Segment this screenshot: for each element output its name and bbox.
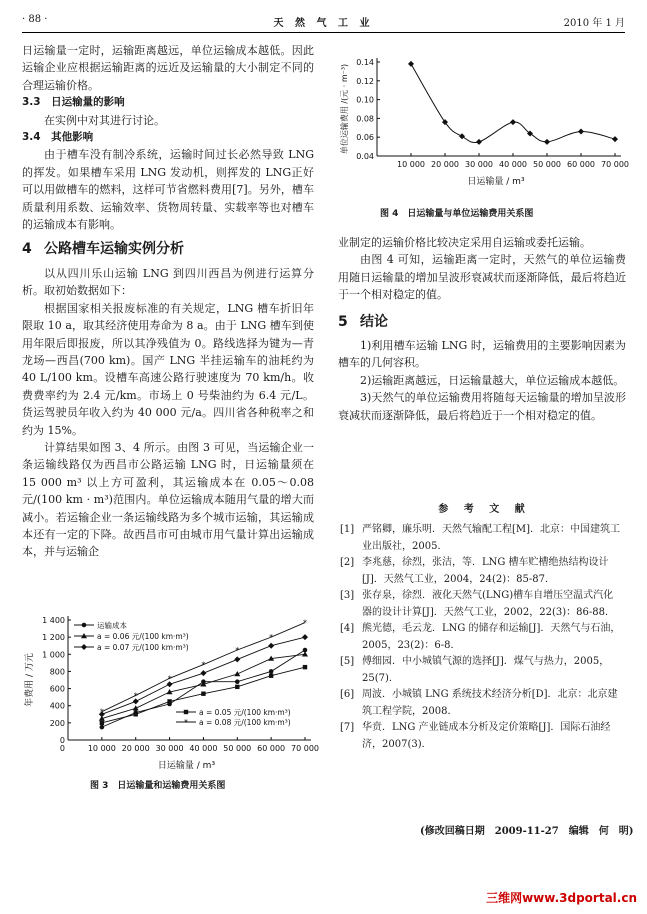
reference-text: 张存泉，徐烈．液化天然气(LNG)槽车自增压空温式汽化器的设计计算[J]．天然气工业，2002，22(3)：86-88． — [362, 590, 615, 618]
journal-name: 天 然 气 工 业 — [273, 18, 374, 29]
x-tick-label: 50 000 — [533, 160, 561, 169]
series-line — [411, 64, 615, 143]
x-tick-label: 70 000 — [291, 744, 319, 753]
reference-number: [1] — [340, 524, 355, 535]
references-list — [340, 522, 623, 753]
page-header — [22, 14, 625, 32]
data-point — [459, 133, 465, 139]
paragraph: 根据国家相关报废标准的有关规定，LNG 槽车折旧年限取 10 a，取其经济使用寿命为 8 a。由于 LNG 槽车到使用年限后即报废，所以其净残值为 0。路线选择为键为—青龙场—西昌(700 km)。国产 LNG 半挂运输车的油耗约为 40 L/100 km。设槽车高速公路行驶速度为 70 km/h。收费费率约为 2.4 元/km。市场上 0 号柴油约为 6.4 元/L。货运驾驶员年收入约为 40 000 元/a。四川省各种税率之和约为 15%。 — [22, 301, 314, 437]
y-tick-label: 0 — [59, 736, 65, 745]
data-point — [544, 139, 550, 145]
data-point — [235, 685, 239, 689]
x-tick-label: 30 000 — [155, 744, 184, 753]
data-point — [510, 119, 516, 125]
x-tick-label: 60 000 — [567, 160, 595, 169]
x-origin-label: 0 — [59, 744, 65, 753]
reference-item — [340, 522, 623, 555]
y-tick-label: 1 200 — [42, 633, 65, 643]
y-tick-label: 1 400 — [42, 616, 65, 625]
paragraph: 业制定的运输价格比较决定采用自运输或委托运输。 — [338, 236, 591, 249]
y-axis-label: 单位运输费用 /(元 · m⁻³) — [340, 63, 349, 155]
legend-label: a = 0.06 元/(100 km·m³) — [97, 632, 189, 641]
data-point — [578, 129, 584, 135]
x-tick-label: 10 000 — [87, 744, 116, 753]
legend-marker: * — [184, 718, 188, 727]
reference-text: 华贲．LNG 产业链成本分析及定价策略[J]．国际石油经济，2007(3)． — [362, 722, 611, 750]
figure-3-caption: 图 3 日运输量和运输费用关系图 — [90, 781, 226, 791]
data-point — [612, 136, 618, 142]
x-tick-label: 40 000 — [499, 160, 527, 169]
reference-item — [340, 621, 623, 654]
data-point — [408, 61, 414, 67]
header-rule — [22, 32, 625, 33]
y-tick-label: 0.04 — [356, 152, 374, 161]
reference-number: [7] — [340, 722, 355, 733]
reference-item — [340, 654, 623, 687]
paragraph: 由于槽车没有制冷系统，运输时间过长必然导致 LNG 的挥发。如果槽车采用 LNG 发动机，则挥发的 LNG正好可以用做槽车的燃料，这样可节省燃料费用[7]。另外，槽车质量利用系数、运输效率、货物周转量、实载率等也对槽车的运输成本有影响。 — [22, 148, 314, 232]
reference-text: 傅细园．中小城镇气源的选择[J]．煤气与热力，2005，25(7)． — [362, 656, 610, 684]
x-tick-label: 40 000 — [189, 744, 218, 753]
y-tick-label: 600 — [49, 684, 65, 694]
x-axis-label: 日运输量 / m³ — [467, 177, 525, 187]
right-column — [338, 234, 626, 424]
legend-marker — [82, 623, 87, 628]
data-point: * — [235, 646, 240, 655]
y-tick-label: 400 — [49, 701, 65, 711]
subsection-heading: 3.3 日运输量的影响 — [22, 96, 125, 109]
x-tick-label: 50 000 — [223, 744, 252, 753]
reference-text: 李兆慈，徐烈，张洁，等．LNG 槽车贮槽绝热结构设计[J]．天然气工业，2004，24(2)：85-87． — [362, 557, 609, 585]
data-point: * — [167, 674, 172, 684]
data-point — [134, 712, 138, 716]
figure-3-chart — [20, 612, 320, 772]
reference-item — [340, 588, 623, 621]
x-tick-label: 60 000 — [257, 744, 286, 753]
data-point — [269, 674, 273, 678]
y-tick-label: 0.06 — [356, 133, 374, 143]
section-number: 4 — [22, 241, 32, 258]
paragraph: 1)利用槽车运输 LNG 时，运输费用的主要影响因素为槽车的几何容积。 — [338, 339, 626, 370]
issue-date: 2010 年 1 月 — [563, 18, 625, 29]
data-point — [302, 651, 308, 656]
data-point — [167, 699, 171, 703]
data-point: * — [99, 707, 104, 717]
reference-item — [340, 687, 623, 720]
reference-number: [6] — [340, 689, 355, 700]
legend-label: 运输成本 — [97, 621, 127, 630]
y-tick-label: 0.10 — [356, 95, 374, 105]
reference-number: [2] — [340, 557, 355, 568]
left-column — [22, 42, 314, 561]
references-title: 参 考 文 献 — [438, 504, 531, 515]
section-title: 公路槽车运输实例分析 — [44, 241, 184, 258]
legend-label: a = 0.05 元/(100 km·m³) — [199, 708, 291, 717]
data-point — [268, 643, 274, 649]
section-number: 5 — [338, 313, 348, 330]
figure-4-chart — [335, 52, 629, 202]
y-tick-label: 0.12 — [356, 76, 374, 86]
data-point: * — [201, 660, 206, 670]
data-point — [200, 670, 206, 676]
legend-marker — [81, 644, 87, 650]
data-point: * — [303, 618, 307, 628]
y-axis-label: 年费用 / 万元 — [25, 653, 35, 707]
editor-note: (修改回稿日期 2009-11-27 编辑 何 明) — [420, 826, 634, 837]
x-tick-label: 70 000 — [601, 160, 629, 169]
legend-marker — [184, 710, 188, 714]
page-number: · 88 · — [22, 14, 48, 25]
y-tick-label: 1 000 — [42, 650, 65, 660]
x-tick-label: 20 000 — [431, 160, 459, 169]
reference-text: 严铭卿，廉乐明．天然气输配工程[M]．北京：中国建筑工业出版社，2005． — [362, 524, 621, 552]
y-tick-label: 800 — [49, 667, 65, 677]
data-point — [201, 692, 205, 696]
data-point: * — [133, 691, 138, 701]
reference-item — [340, 555, 623, 588]
legend-label: a = 0.07 元/(100 km·m³) — [97, 643, 189, 652]
data-point — [235, 679, 240, 684]
legend-label: a = 0.08 元/(100 km·m³) — [199, 718, 291, 727]
section-title: 结论 — [360, 313, 388, 330]
y-tick-label: 0.08 — [356, 114, 374, 124]
paragraph: 3)天然气的单位运输费用将随每天运输量的增加呈波形衰减状而逐渐降低，最后将趋近于一个相对稳定的值。 — [338, 391, 626, 422]
reference-number: [4] — [340, 623, 355, 634]
data-point — [269, 669, 274, 674]
data-point — [100, 721, 104, 725]
reference-item — [340, 720, 623, 753]
x-tick-label: 10 000 — [397, 160, 425, 169]
data-point — [234, 671, 240, 676]
reference-number: [5] — [340, 656, 355, 667]
paragraph: 在实例中对其进行讨论。 — [44, 113, 165, 127]
data-point: * — [269, 633, 274, 643]
data-point — [476, 139, 482, 145]
data-point — [302, 634, 308, 640]
reference-text: 熊光德，毛云龙．LNG 的储存和运输[J]．天然气与石油，2005，23(2)：6-8． — [362, 623, 621, 651]
figure-4-caption: 图 4 日运输量与单位运输费用关系图 — [380, 209, 534, 219]
paragraph: 日运输量一定时，运输距离越远，单位运输成本越低。因此运输企业应根据运输距离的远近及运输量的大小制定不同的合理运输价格。 — [22, 44, 314, 92]
reference-number: [3] — [340, 590, 355, 601]
paragraph: 2)运输距离越远，日运输量越大，单位运输成本越低。 — [360, 373, 625, 387]
section-heading — [22, 241, 314, 258]
section-heading — [338, 314, 626, 331]
subsection-heading: 3.4 其他影响 — [22, 131, 94, 144]
data-point — [100, 725, 105, 730]
x-tick-label: 30 000 — [465, 160, 493, 169]
x-axis-label: 日运输量 / m³ — [157, 761, 216, 771]
y-tick-label: 200 — [49, 718, 65, 728]
reference-text: 周波．小城镇 LNG 系统技术经济分析[D]．北京：北京建筑工程学院，2008． — [362, 689, 618, 717]
data-point — [234, 656, 240, 662]
paragraph: 以从四川乐山运输 LNG 到四川西昌为例进行运算分析。取初始数据如下： — [22, 266, 314, 298]
y-tick-label: 0.14 — [356, 58, 374, 67]
x-tick-label: 20 000 — [121, 744, 150, 753]
paragraph: 计算结果如图 3、4 所示。由图 3 可见，当运输企业一条运输线路仅为西昌市公路运输 LNG 时，日运输量须在 15 000 m³ 以上方可盈利，其运输成本在 0.05～0.08 元/(100 km · m³)范围内。单位运输成本随用气量的增大而减小。若运输企业一条运输线路为多个城市运输，其运输成本还有一定的下降。故西昌市可由城市用气量计算出运输成本，并与运输企 — [22, 440, 314, 559]
data-point — [133, 705, 139, 710]
paragraph: 由图 4 可知，运输距离一定时，天然气的单位运输费用随日运输量的增加呈波形衰减状而逐渐降低，最后将趋近于一个相对稳定的值。 — [338, 253, 626, 302]
data-point — [303, 665, 307, 669]
site-watermark: 三维网www.3dportal.cn — [486, 891, 637, 905]
